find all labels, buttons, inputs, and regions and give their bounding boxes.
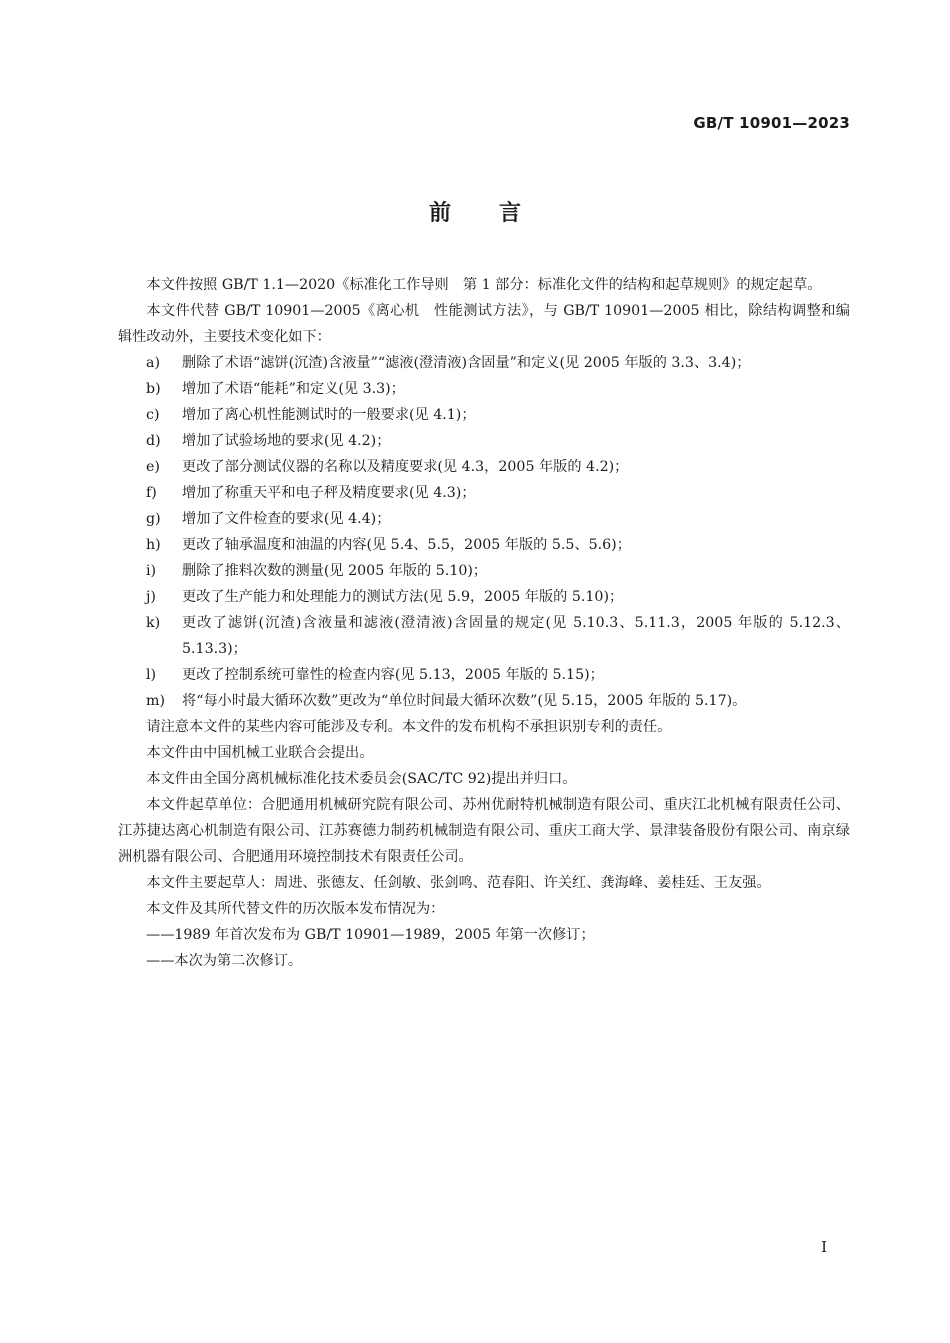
list-marker: b) — [146, 381, 161, 397]
history-item: ——1989 年首次发布为 GB/T 10901—1989，2005 年第一次修订； — [146, 927, 595, 943]
list-item-text: 将“每小时最大循环次数”更改为“单位时间最大循环次数”(见 5.15，2005 年版的 5.17)。 — [182, 693, 747, 709]
paragraph-committee: 本文件由全国分离机械标准化技术委员会(SAC/TC 92)提出并归口。 — [146, 771, 577, 787]
list-marker: e) — [146, 459, 160, 475]
list-marker: k) — [146, 615, 161, 631]
paragraph-drafters: 本文件主要起草人：周进、张德友、任剑敏、张剑鸣、范春阳、许关红、龚海峰、姜桂廷、王友强。 — [146, 875, 771, 891]
list-item — [118, 428, 850, 454]
list-item-text: 更改了部分测试仪器的名称以及精度要求(见 4.3，2005 年版的 4.2)； — [182, 459, 629, 475]
list-item — [118, 376, 850, 402]
paragraph-drafting-units: 本文件起草单位：合肥通用机械研究院有限公司、苏州优耐特机械制造有限公司、重庆江北机械有限责任公司、江苏捷达离心机制造有限公司、江苏赛德力制药机械制造有限公司、重庆工商大学、景津装备股份有限公司、南京绿洲机器有限公司、合肥通用环境控制技术有限责任公司。 — [118, 797, 850, 865]
changes-list — [118, 350, 850, 714]
list-item — [118, 532, 850, 558]
page-title: 前言 — [428, 201, 569, 226]
list-item — [118, 480, 850, 506]
list-item-text: 增加了称重天平和电子秤及精度要求(见 4.3)； — [182, 485, 476, 501]
list-item-text: 增加了试验场地的要求(见 4.2)； — [182, 433, 391, 449]
list-item-text: 更改了轴承温度和油温的内容(见 5.4、5.5，2005 年版的 5.5、5.6)； — [182, 537, 631, 553]
list-item — [118, 402, 850, 428]
list-item-text: 更改了控制系统可靠性的检查内容(见 5.13，2005 年版的 5.15)； — [182, 667, 604, 683]
list-item — [118, 584, 850, 610]
list-item — [118, 688, 850, 714]
history-item: ——本次为第二次修订。 — [146, 953, 303, 969]
list-item — [118, 610, 850, 662]
list-marker: m) — [146, 693, 165, 709]
list-item-text: 增加了离心机性能测试时的一般要求(见 4.1)； — [182, 407, 476, 423]
list-marker: g) — [146, 511, 161, 527]
list-marker: l) — [146, 667, 157, 683]
list-item-text: 删除了推料次数的测量(见 2005 年版的 5.10)； — [182, 563, 488, 579]
paragraph-history-intro: 本文件及其所代替文件的历次版本发布情况为： — [146, 901, 445, 917]
list-item-text: 增加了文件检查的要求(见 4.4)； — [182, 511, 391, 527]
document-body — [118, 272, 850, 974]
list-marker: f) — [146, 485, 157, 501]
list-item — [118, 454, 850, 480]
list-marker: i) — [146, 563, 157, 579]
paragraph-proposer: 本文件由中国机械工业联合会提出。 — [146, 745, 374, 761]
list-item-text: 更改了滤饼(沉渣)含液量和滤液(澄清液)含固量的规定(见 5.10.3、5.11.3，2005 年版的 5.12.3、5.13.3)； — [182, 615, 850, 657]
list-item — [118, 662, 850, 688]
list-marker: j) — [146, 589, 156, 605]
list-marker: h) — [146, 537, 161, 553]
list-marker: d) — [146, 433, 161, 449]
standard-number: GB/T 10901—2023 — [693, 114, 850, 132]
list-marker: c) — [146, 407, 160, 423]
list-marker: a) — [146, 355, 160, 371]
list-item-text: 增加了术语“能耗”和定义(见 3.3)； — [182, 381, 405, 397]
paragraph-drafting-rules: 本文件按照 GB/T 1.1—2020《标准化工作导则 第 1 部分：标准化文件的结构和起草规则》的规定起草。 — [146, 277, 822, 293]
paragraph-replacement: 本文件代替 GB/T 10901—2005《离心机 性能测试方法》，与 GB/T 10901—2005 相比，除结构调整和编辑性改动外，主要技术变化如下： — [118, 303, 850, 345]
paragraph-patent-notice: 请注意本文件的某些内容可能涉及专利。本文件的发布机构不承担识别专利的责任。 — [146, 719, 672, 735]
list-item-text: 更改了生产能力和处理能力的测试方法(见 5.9，2005 年版的 5.10)； — [182, 589, 624, 605]
list-item — [118, 350, 850, 376]
list-item-text: 删除了术语“滤饼(沉渣)含液量”“滤液(澄清液)含固量”和定义(见 2005 年版的 3.3、3.4)； — [182, 355, 751, 371]
list-item — [118, 558, 850, 584]
list-item — [118, 506, 850, 532]
page-number: I — [821, 1238, 827, 1256]
